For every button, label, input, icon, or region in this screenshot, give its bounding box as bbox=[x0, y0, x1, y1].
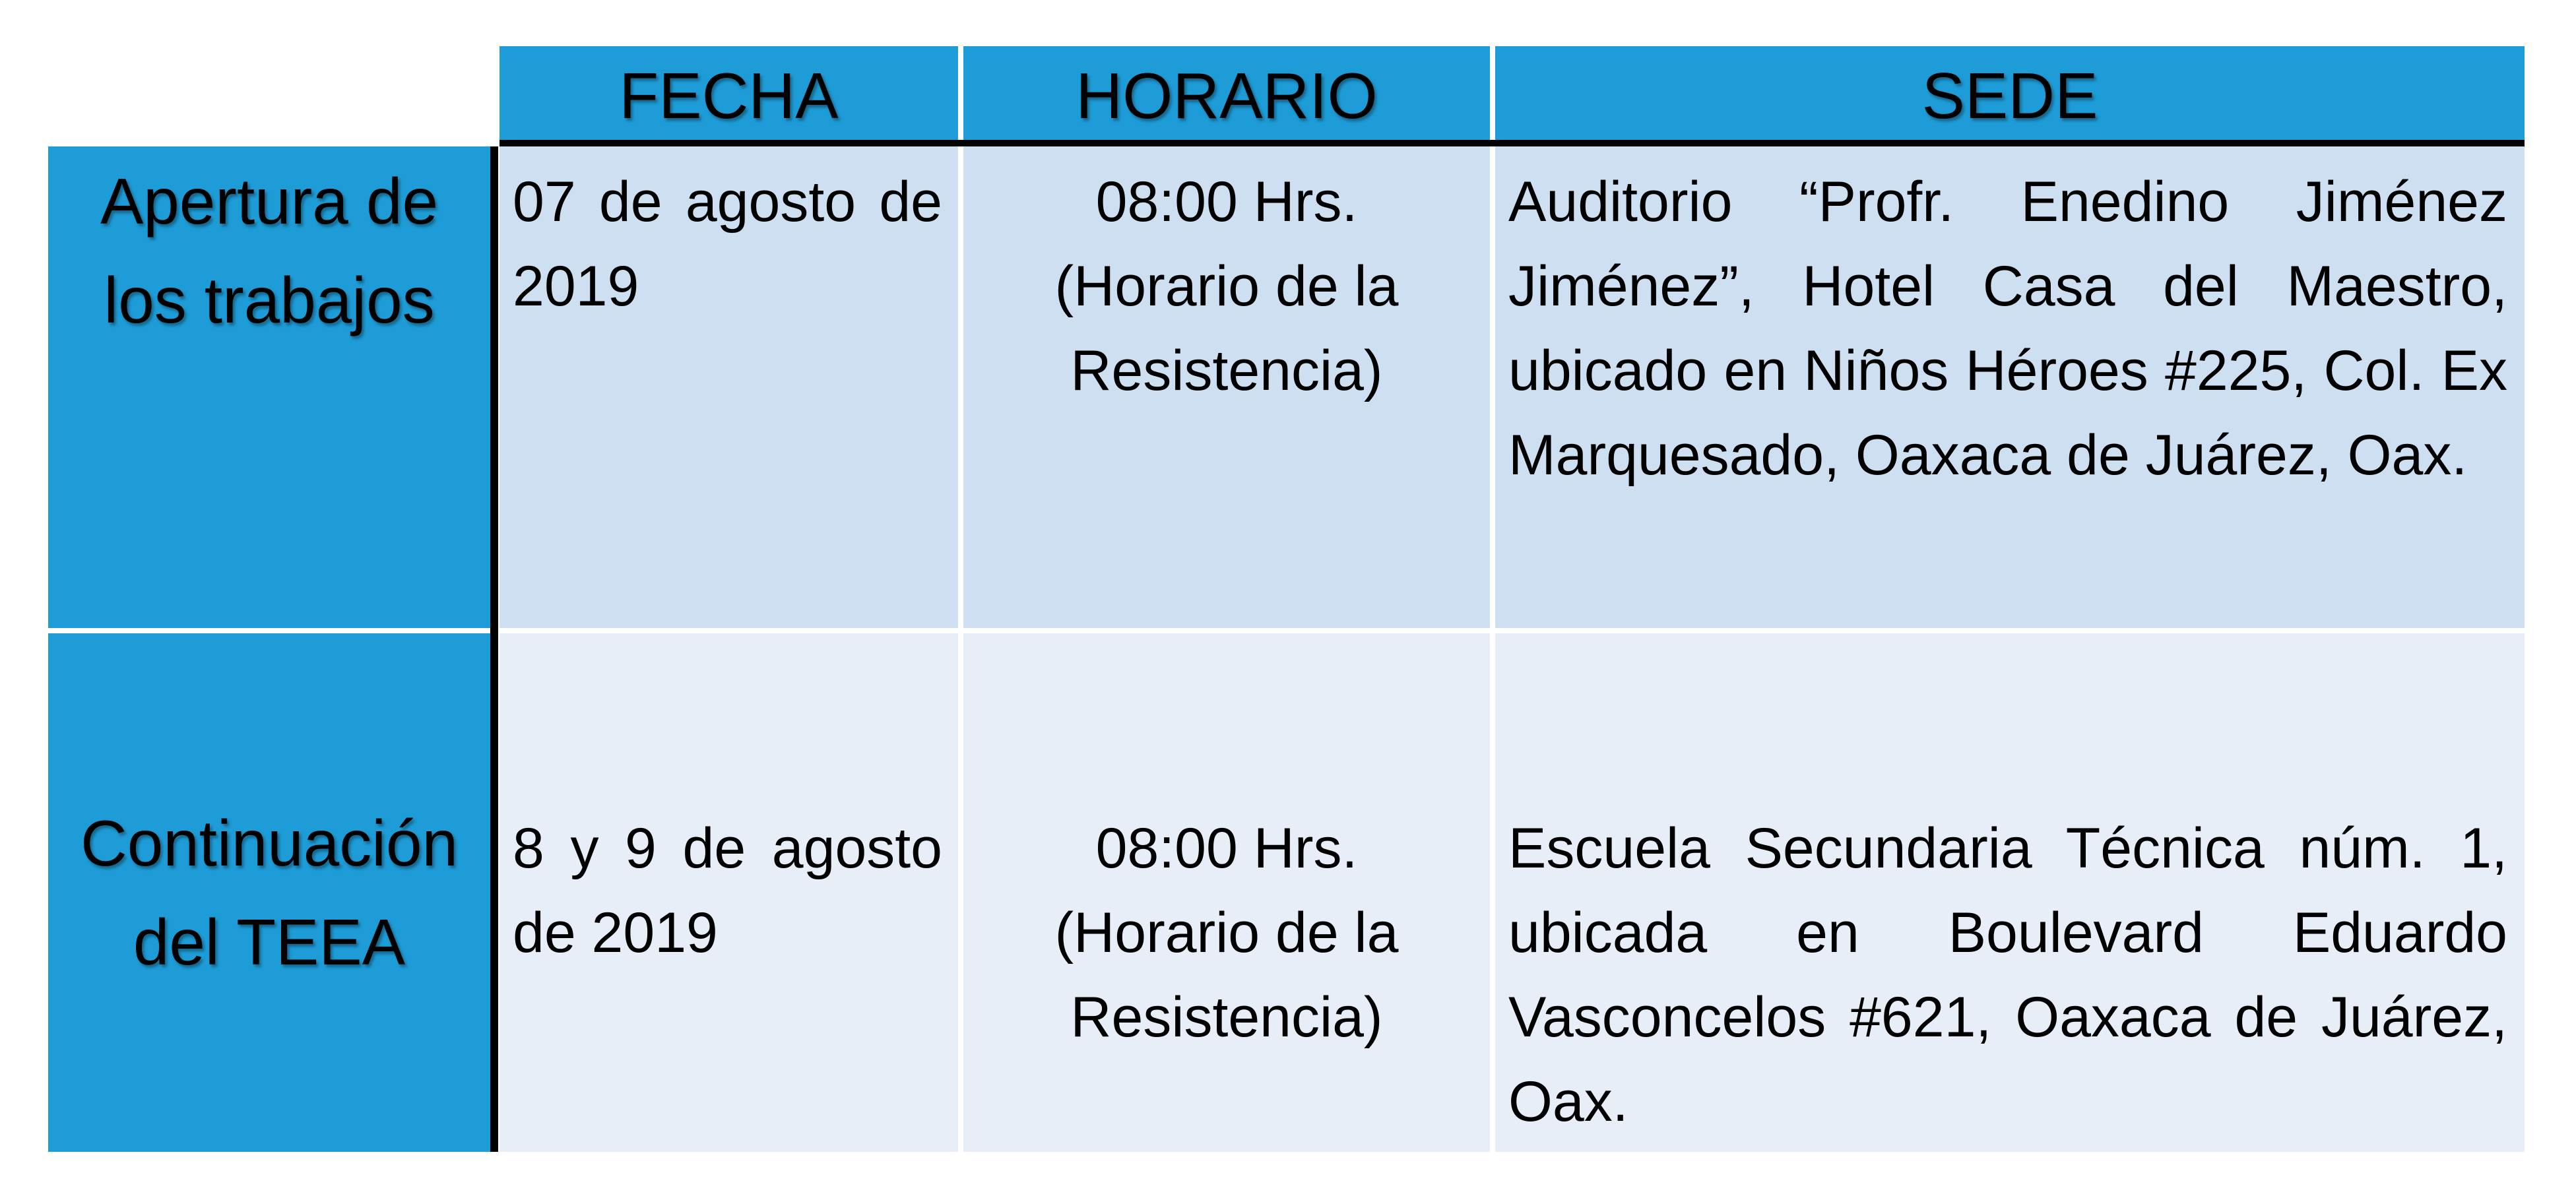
horario-line: 08:00 Hrs. bbox=[1095, 817, 1358, 880]
horario-line: 08:00 Hrs. bbox=[1095, 170, 1358, 234]
fecha-text: 07 de agosto de 2019 bbox=[513, 170, 942, 318]
horario-line: (Horario de la bbox=[1054, 901, 1399, 964]
cell-sede bbox=[1495, 146, 2525, 628]
header-sede: SEDE bbox=[1495, 46, 2525, 145]
sede-text: Escuela Secundaria Técnica núm. 1, ubicada en Boulevard Eduardo Vasconcelos #621, Oaxaca de Juárez, Oax. bbox=[1508, 817, 2507, 1133]
label-divider bbox=[490, 146, 498, 1152]
horario-text bbox=[963, 146, 1490, 413]
row-label-line: los trabajos bbox=[104, 264, 435, 336]
header-horario: HORARIO bbox=[963, 46, 1490, 145]
horario-text bbox=[963, 633, 1490, 1059]
header-fecha: FECHA bbox=[499, 46, 958, 145]
row-label-continuacion bbox=[48, 633, 490, 1152]
horario-line: (Horario de la bbox=[1054, 255, 1399, 318]
fecha-text: 8 y 9 de agosto de 2019 bbox=[513, 817, 942, 964]
header-divider bbox=[499, 140, 2525, 146]
row-label-line: Apertura de bbox=[100, 165, 439, 237]
horario-line: Resistencia) bbox=[1070, 986, 1383, 1049]
cell-horario bbox=[963, 633, 1490, 1152]
cell-sede bbox=[1495, 633, 2525, 1152]
cell-horario bbox=[963, 146, 1490, 628]
row-label-line: Continuación bbox=[80, 807, 459, 879]
cell-fecha bbox=[499, 146, 958, 628]
row-label-apertura bbox=[48, 146, 490, 628]
sede-text: Auditorio “Profr. Enedino Jiménez Jiménez”, Hotel Casa del Maestro, ubicado en Niños Héroes #225, Col. Ex Marquesado, Oaxaca de Juárez, Oax. bbox=[1508, 170, 2507, 487]
horario-line: Resistencia) bbox=[1070, 339, 1383, 402]
row-label-line: del TEEA bbox=[133, 906, 406, 978]
cell-fecha bbox=[499, 633, 958, 1152]
